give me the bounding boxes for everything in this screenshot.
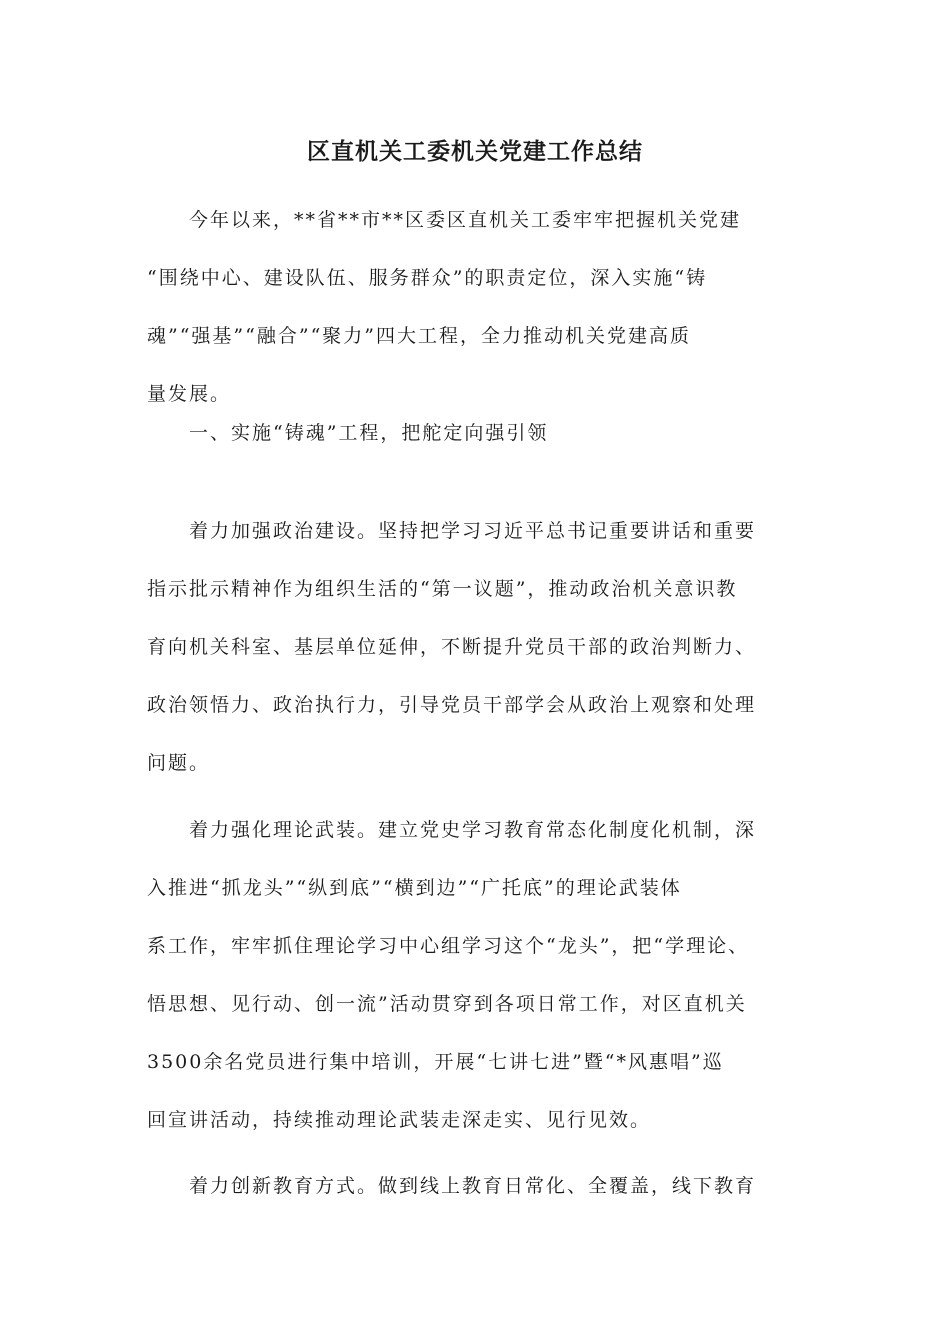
- section-heading: [147, 404, 837, 462]
- paragraph-line: 育向机关科室、基层单位延伸，不断提升党员干部的政治判断力、: [147, 636, 757, 658]
- paragraph-line: “围绕中心、建设队伍、服务群众”的职责定位，深入实施“铸: [147, 267, 708, 289]
- paragraph-line: 着力加强政治建设。坚持把学习习近平总书记重要讲话和重要: [189, 520, 757, 542]
- paragraph-political: [147, 502, 837, 792]
- paragraph-line: 着力强化理论武装。建立党史学习教育常态化制度化机制，深: [189, 819, 757, 841]
- paragraph-line: 量发展。: [147, 383, 232, 405]
- paragraph-intro: [147, 191, 837, 423]
- paragraph-education: [147, 1157, 837, 1215]
- document-title: 区直机关工委机关党建工作总结: [307, 138, 643, 165]
- paragraph-line: 回宣讲活动，持续推动理论武装走深走实、见行见效。: [147, 1109, 652, 1131]
- paragraph-line: 3500余名党员进行集中培训，开展“七讲七进”暨“*风惠唱”巡: [147, 1051, 724, 1073]
- paragraph-theory: [147, 801, 837, 1149]
- section-heading-text: 一、实施“铸魂”工程，把舵定向强引领: [189, 422, 549, 444]
- paragraph-line: 政治领悟力、政治执行力，引导党员干部学会从政治上观察和处理: [147, 694, 757, 716]
- paragraph-line: 系工作，牢牢抓住理论学习中心组学习这个“龙头”，把“学理论、: [147, 935, 750, 957]
- paragraph-line: 悟思想、见行动、创一流”活动贯穿到各项日常工作，对区直机关: [147, 993, 747, 1015]
- paragraph-line: 指示批示精神作为组织生活的“第一议题”，推动政治机关意识教: [147, 578, 738, 600]
- paragraph-line: 问题。: [147, 752, 211, 774]
- paragraph-line: 入推进“抓龙头”“纵到底”“横到边”“广托底”的理论武装体: [147, 877, 682, 899]
- paragraph-line: 着力创新教育方式。做到线上教育日常化、全覆盖，线下教育: [189, 1175, 757, 1197]
- paragraph-line: 今年以来，**省**市**区委区直机关工委牢牢把握机关党建: [189, 209, 742, 231]
- paragraph-line: 魂”“强基”“融合”“聚力”四大工程，全力推动机关党建高质: [147, 325, 691, 347]
